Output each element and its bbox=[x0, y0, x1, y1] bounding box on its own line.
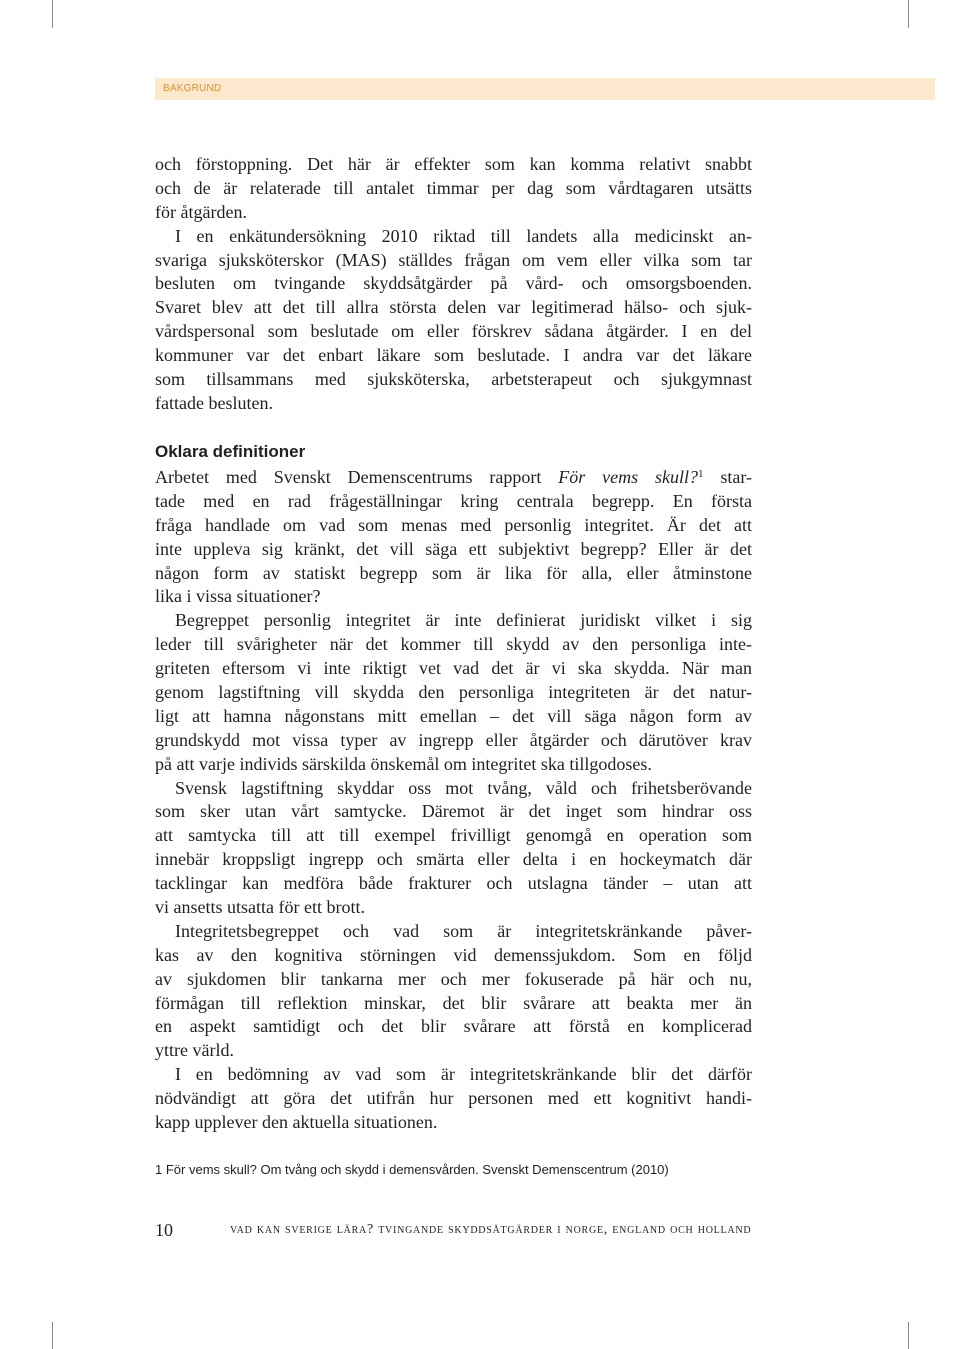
crop-mark-bottom-right bbox=[908, 1322, 909, 1349]
body-line: att samtycka till att till exempel frivilligt genomgå en operation som bbox=[155, 825, 752, 846]
body-line: vårdspersonal som beslutade om eller förskrev sådana åtgärder. I en del bbox=[155, 321, 752, 342]
crop-mark-bottom-left bbox=[52, 1322, 53, 1349]
body-text-main bbox=[155, 466, 752, 1135]
section-heading: Oklara definitioner bbox=[155, 442, 306, 461]
citation-trail-text: star- bbox=[703, 467, 753, 487]
crop-mark-top-right bbox=[908, 0, 909, 28]
body-line: vi ansetts utsatta för ett brott. bbox=[155, 897, 365, 918]
crop-mark-top-left bbox=[52, 0, 53, 28]
body-line: grundskydd mot vissa typer av ingrepp eller åtgärder och därutöver krav bbox=[155, 729, 752, 750]
footnote-reference: 1 bbox=[698, 468, 704, 480]
body-line: kas av den kognitiva störningen vid demenssjukdom. Som en följd bbox=[155, 944, 752, 965]
body-text-top bbox=[155, 153, 752, 416]
running-title: vad kan sverige lära? tvingande skyddsåtgärder i norge, england och holland bbox=[230, 1222, 752, 1237]
body-line: kommuner var det enbart läkare som beslutade. I andra var det läkare bbox=[155, 345, 752, 366]
body-line: innebär kroppsligt ingrepp och smärta eller delta i en hockeymatch där bbox=[155, 849, 752, 870]
body-line: Svaret blev att det till allra största delen var legitimerad hälso- och sjuk- bbox=[155, 297, 752, 318]
body-line: I en bedömning av vad som är integritetskränkande blir det därför bbox=[175, 1064, 752, 1085]
body-line: Integritetsbegreppet och vad som är integritetskränkande påver- bbox=[175, 920, 752, 941]
body-line: en aspekt samtidigt och det blir svårare att förstå en komplicerad bbox=[155, 1016, 752, 1037]
body-line-with-citation bbox=[155, 466, 752, 490]
body-line: lika i vissa situationer? bbox=[155, 586, 321, 607]
footnote-text: För vems skull? Om tvång och skydd i demensvården. Svenskt Demenscentrum (2010) bbox=[165, 1162, 669, 1177]
body-line: Svensk lagstiftning skyddar oss mot tvång, våld och frihetsberövande bbox=[175, 777, 752, 798]
body-line: tacklingar kan medföra både frakturer och utslagna tänder – utan att bbox=[155, 873, 752, 894]
footnote bbox=[155, 1160, 669, 1180]
body-line: besluten om tvingande skyddsåtgärder på vård- och omsorgsboenden. bbox=[155, 273, 752, 294]
body-line: nödvändigt att göra det utifrån hur personen med ett kognitivt handi- bbox=[155, 1088, 752, 1109]
body-line: som tillsammans med sjuksköterska, arbetsterapeut och sjukgymnast bbox=[155, 369, 752, 390]
citation-lead-text: Arbetet med Svenskt Demenscentrums rapport bbox=[155, 467, 559, 487]
section-label: BAKGRUND bbox=[163, 83, 222, 94]
body-line: och förstoppning. Det här är effekter som kan komma relativt snabbt bbox=[155, 154, 752, 174]
body-line: som sker utan vårt samtycke. Däremot är det inget som hindrar oss bbox=[155, 801, 752, 822]
body-line: griteten eftersom vi inte riktigt vet vad det är vi ska skydda. När man bbox=[155, 658, 752, 679]
page-number: 10 bbox=[155, 1220, 173, 1240]
section-header-band bbox=[155, 78, 935, 100]
body-line: förmågan till reflektion minskar, det blir svårare att beakta mer än bbox=[155, 992, 752, 1013]
body-line: fråga handlade om vad som menas med personlig integritet. Är det att bbox=[155, 514, 752, 535]
body-line: tade med en rad frågeställningar kring centrala begrepp. En första bbox=[155, 490, 752, 511]
body-line: yttre värld. bbox=[155, 1040, 234, 1061]
body-line: för åtgärden. bbox=[155, 201, 247, 222]
body-line: och de är relaterade till antalet timmar per dag som vårdtagaren utsätts bbox=[155, 177, 752, 198]
body-line: I en enkätundersökning 2010 riktad till landets alla medicinskt an- bbox=[175, 225, 752, 246]
body-line: någon form av statiskt begrepp som är lika för alla, eller åtminstone bbox=[155, 562, 752, 583]
body-line: fattade besluten. bbox=[155, 392, 273, 413]
footnote-number: 1 bbox=[155, 1162, 163, 1177]
body-line: leder till svårigheter när det kommer till skydd av den personliga inte- bbox=[155, 634, 752, 655]
body-line: på att varje individs särskilda önskemål om integritet ska tillgodoses. bbox=[155, 753, 652, 774]
report-title: För vems skull? bbox=[558, 467, 699, 487]
body-line: Begreppet personlig integritet är inte definierat juridiskt vilket i sig bbox=[175, 610, 752, 631]
body-line: genom lagstiftning vill skydda den personliga integriteten är det natur- bbox=[155, 682, 752, 703]
body-line: av sjukdomen blir tankarna mer och mer fokuserade på här och nu, bbox=[155, 968, 752, 989]
body-line: ligt att hamna någonstans mitt emellan – det vill säga någon form av bbox=[155, 705, 752, 726]
body-line: inte uppleva sig kränkt, det vill säga ett subjektivt begrepp? Eller är det bbox=[155, 538, 752, 559]
body-line: kapp upplever den aktuella situationen. bbox=[155, 1112, 438, 1133]
body-line: svariga sjuksköterskor (MAS) ställdes frågan om vem eller vilka som tar bbox=[155, 249, 752, 270]
